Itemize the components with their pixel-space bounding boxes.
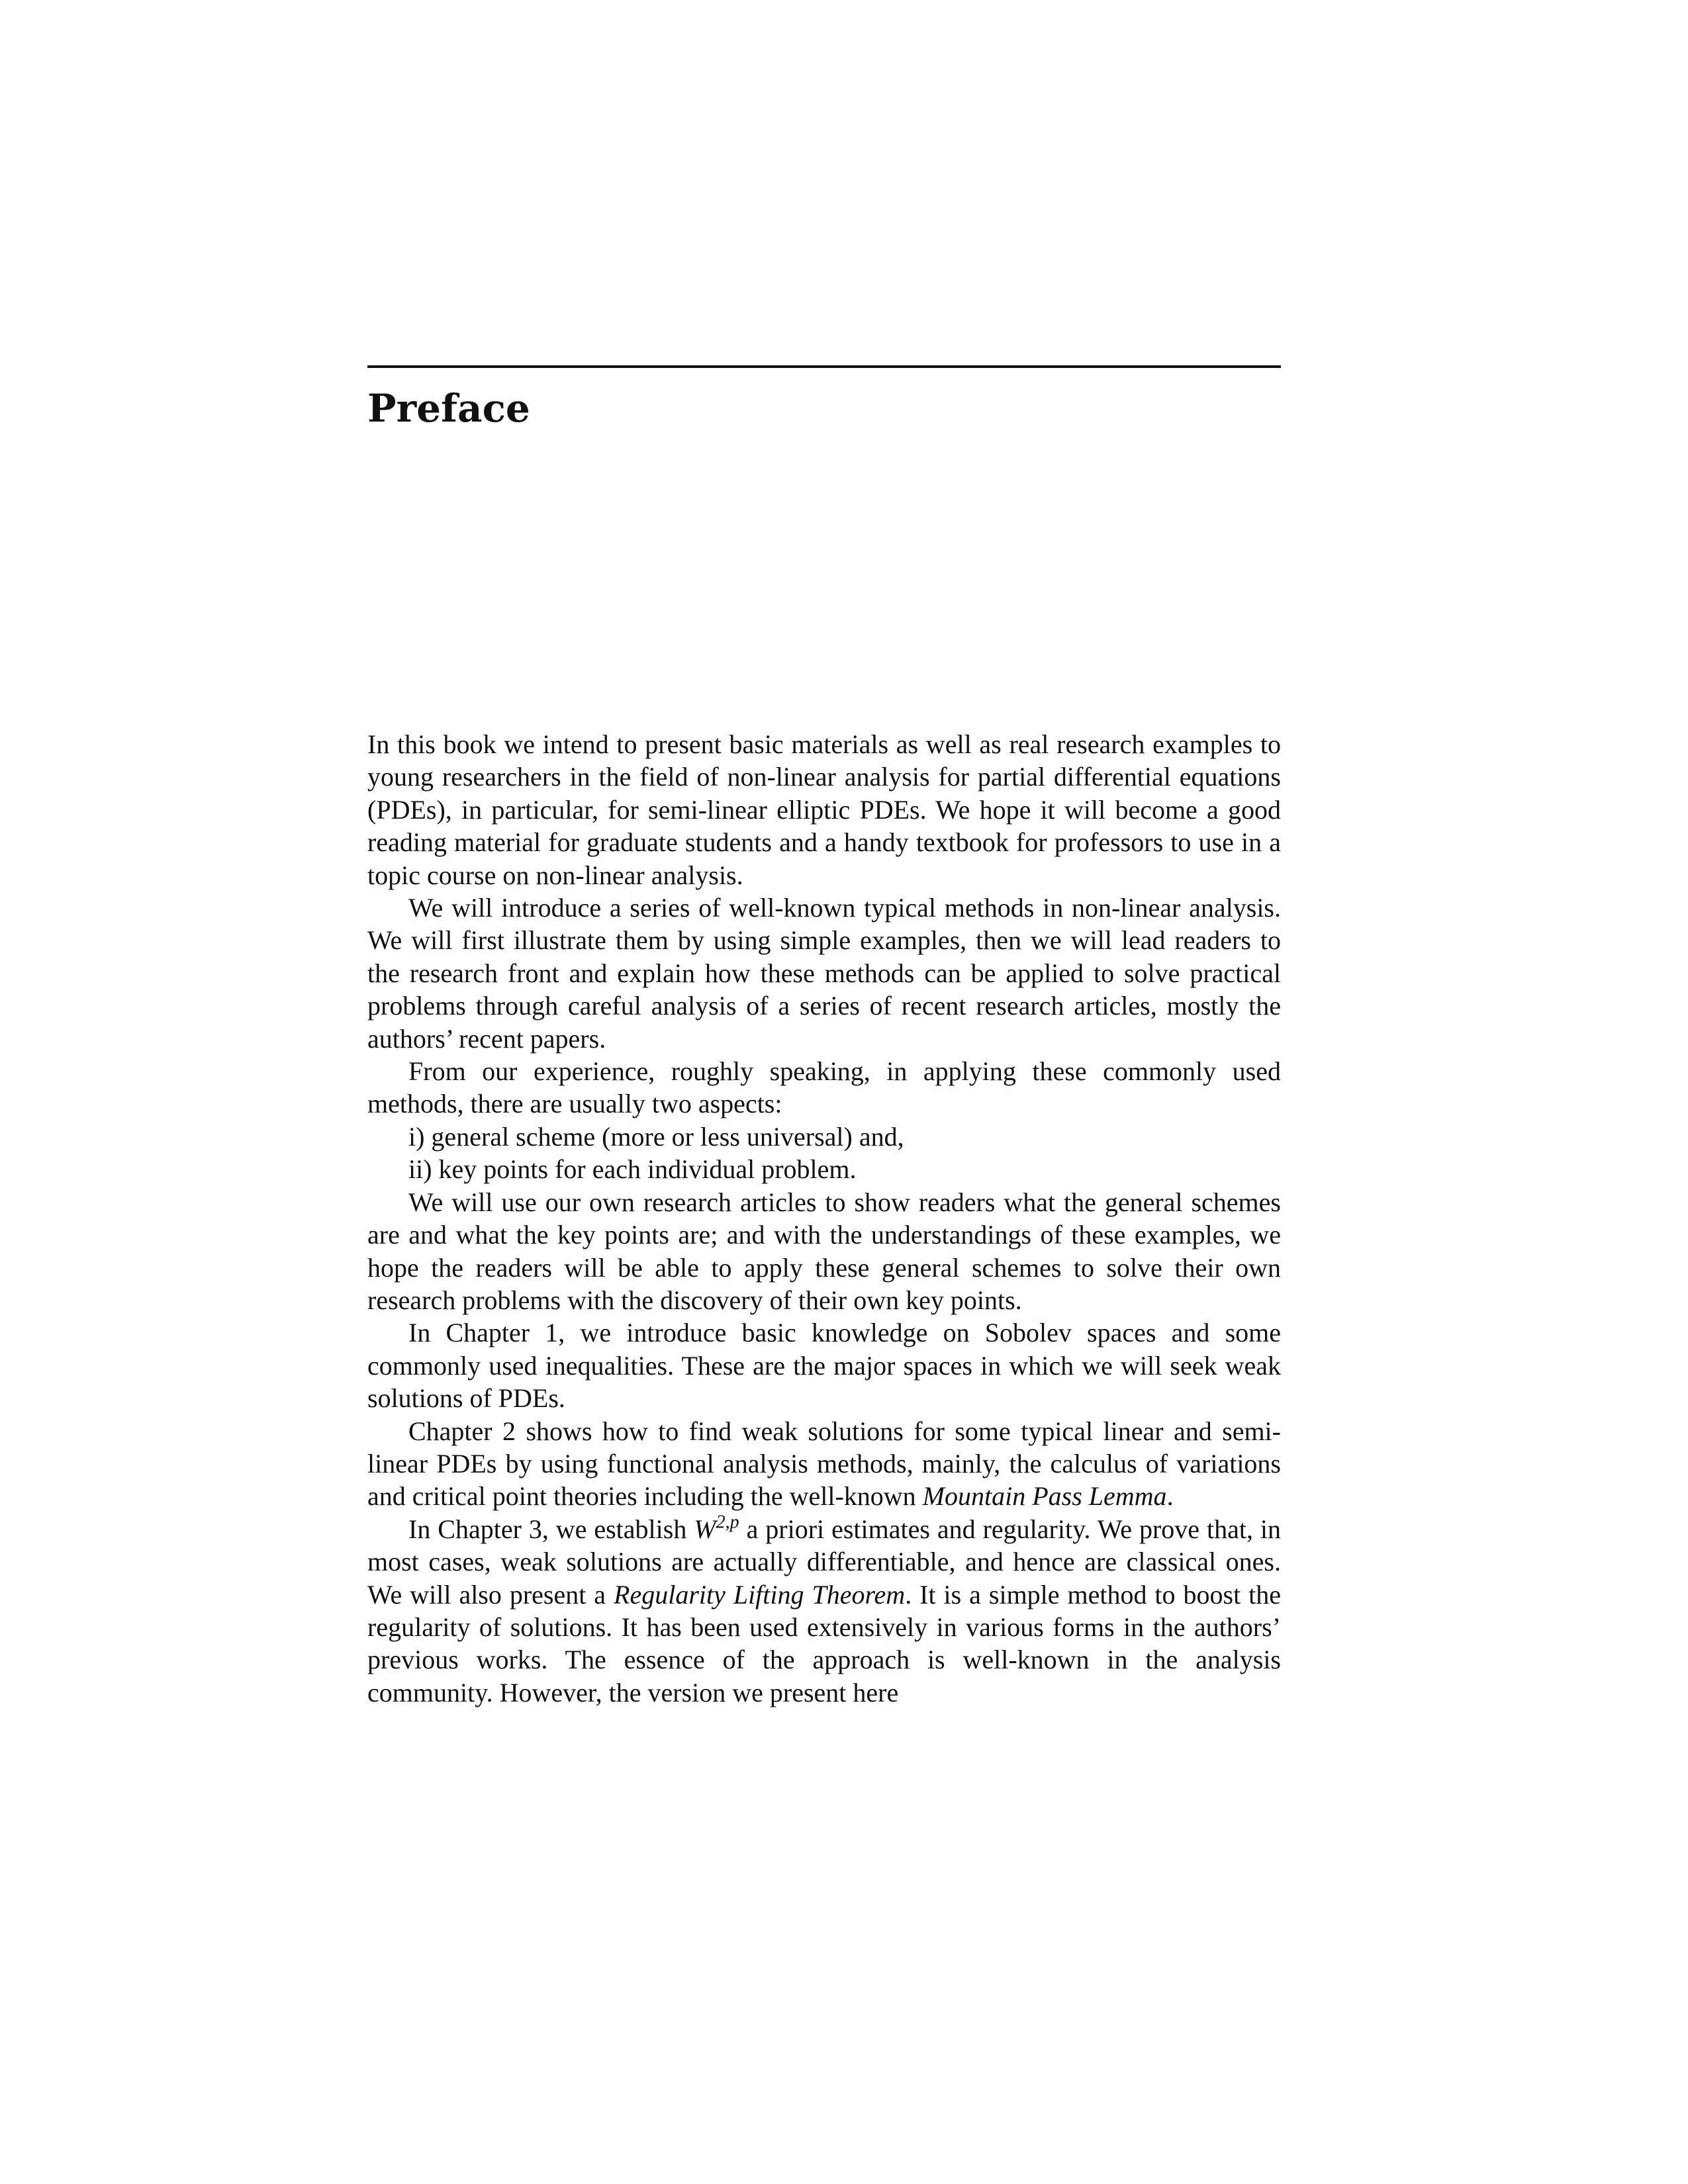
paragraph-chapter-3: [367, 1513, 1281, 1709]
paragraph-experience: From our experience, roughly speaking, in applying these commonly used methods, there are usually two aspects:: [367, 1056, 1281, 1119]
paragraph-methods: We will introduce a series of well-known typical methods in non-linear analysis. We will first illustrate them by using simple examples, then we will lead readers to the research front and explain how these methods can be applied to solve practical problems through careful analysis of a series of recent research articles, mostly the authors’ recent papers.: [367, 893, 1281, 1054]
paragraph-research-articles: We will use our own research articles to show readers what the general schemes are and what the key points are; and with the understandings of these examples, we hope the readers will be able to apply these general schemes to solve their own research problems with the discovery of their own key points.: [367, 1187, 1281, 1315]
chapter-heading: Preface: [367, 386, 530, 431]
paragraph-chapter-1: In Chapter 1, we introduce basic knowledge on Sobolev spaces and some commonly used inequalities. These are the major spaces in which we will seek weak solutions of PDEs.: [367, 1318, 1281, 1414]
chapter-2-end: .: [1166, 1481, 1174, 1512]
preface-body: [367, 728, 1281, 1709]
regularity-lifting-theorem: Regularity Lifting Theorem: [614, 1579, 906, 1610]
paragraph-intro: In this book we intend to present basic materials as well as real research examples to young researchers in the field of non-linear analysis for partial differential equations (PDEs), in particular, for semi-linear elliptic PDEs. We hope it will become a good reading material for graduate students and a handy textbook for professors to use in a topic course on non-linear analysis.: [367, 729, 1281, 890]
chapter-3-text-c: . It is a simple method to boost the regularity of solutions. It has been used extensively in various forms in the authors’ previous works. The essence of the approach is well-known in the analysis community. However, the version we present here: [367, 1579, 1282, 1707]
mountain-pass-lemma: Mountain Pass Lemma: [922, 1481, 1167, 1512]
sobolev-space-symbol: [694, 1514, 739, 1544]
list-item-key-points: ii) key points for each individual problem.: [408, 1154, 857, 1185]
sobolev-space-exponent: 2,p: [716, 1512, 739, 1533]
chapter-3-text-a: In Chapter 3, we establish: [408, 1514, 687, 1544]
list-item-general-scheme: i) general scheme (more or less universal) and,: [408, 1121, 904, 1152]
chapter-3-text-b: a priori estimates and regularity. We prove that, in most cases, weak solutions are actually differentiable, and hence are classical ones. We will also present a: [367, 1514, 1282, 1610]
chapter-rule: [367, 365, 1281, 368]
chapter-2-text: Chapter 2 shows how to find weak solutions for some typical linear and semi-linear PDEs by using functional analysis methods, mainly, the calculus of variations and critical point theories including the well-known: [367, 1416, 1281, 1512]
paragraph-chapter-2: [367, 1415, 1281, 1513]
sobolev-space-base: W: [694, 1514, 716, 1544]
